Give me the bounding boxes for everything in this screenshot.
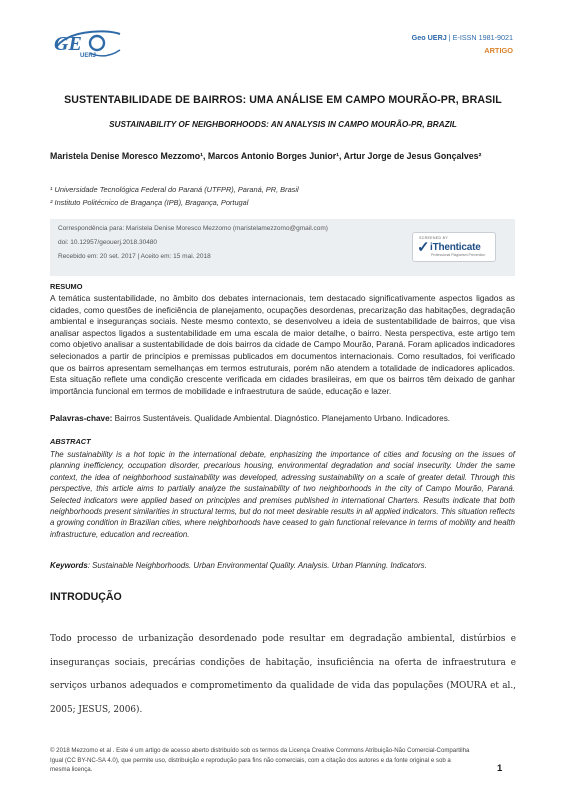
badge-screened-by: SCREENED BY [419,236,449,240]
keywords-list: : Sustainable Neighborhoods. Urban Environmental Quality. Analysis. Urban Planning. Indicators. [87,561,427,570]
keywords-label: Keywords [50,561,88,570]
palavras-chave-list: Bairros Sustentáveis. Qualidade Ambiental. Diagnóstico. Planejamento Urbano. Indicadores. [112,414,451,423]
svg-text:GE: GE [54,33,82,55]
page-number: 1 [497,763,503,774]
article-title: SUSTENTABILIDADE DE BAIRROS: UMA ANÁLISE EM CAMPO MOURÃO-PR, BRASIL [64,94,502,106]
article-info-text [58,222,328,264]
palavras-chave-label: Palavras-chave: [50,414,113,423]
svg-text:UERJ: UERJ [80,53,97,59]
journal-issn-line [412,31,513,44]
checkmark-icon: ✓ [417,239,430,256]
introducao-heading: INTRODUÇÃO [50,591,122,603]
resumo-heading: RESUMO [50,282,83,291]
palavras-chave [50,414,515,423]
license-footer: © 2018 Mezzomo et al . Este é um artigo de acesso aberto distribuído sob os termos da Licença Creative Commons Atribuição-Não Comercial-Compartilha Igual (CC BY-NC-SA 4.0), que permite uso, distribuição e reprodução para fins não comerciais, com a citação dos autores e da fonte original e sob a mesma licença. [50,747,470,774]
badge-brand: iThenticate [430,242,481,253]
badge-tagline: Professional Plagiarism Prevention [431,253,486,257]
correspondence: Correspondência para: Maristela Denise Moresco Mezzomo (maristelamezzomo@gmail.com) [58,225,328,232]
affiliation-2: ² Instituto Politécnico de Bragança (IPB), Bragança, Portugal [50,198,249,207]
author-list: Maristela Denise Moresco Mezzomo¹, Marcos Antonio Borges Junior¹, Artur Jorge de Jesus Gonçalves² [50,151,482,161]
resumo-text: A temática sustentabilidade, no âmbito dos debates internacionais, tem destacado significativamente aspectos ligados as cidades, como questões de ineficiência de planejamento, ocupações desordenas, precarização das habitações, degradação ambiental e inseguranças sociais. Neste mesmo contexto, se desenvolveu a ideia de sustentabilidade de bairros, que visa analisar aspectos ligados a sustentabilidade em uma escala de maior detalhe, o bairro. Nesta perspectiva, este artigo tem como objetivo analisar a sustentabilidade de dois bairros da cidade de Campo Mourão, Paraná. Foram aplicados indicadores selecionados a partir de princípios e premissas publicados em documentos internacionais. Como resultados, foi verificado que os bairros apresentam semelhanças em termos estruturais, porém não atendem a totalidade de indicadores aplicados. Esta situação reflete uma condição crescente verificada em cidades brasileiras, em que os bairros têm deixado de ganhar importância funcional em termos de mobilidade e infraestrutura de saúde, educação e lazer. [50,293,515,396]
ithenticate-badge [412,232,496,262]
received-accepted-dates: Recebido em: 20 set. 2017 | Aceito em: 15 mai. 2018 [58,253,211,260]
geo-uerj-logo [50,26,124,60]
abstract-text: The sustainability is a hot topic in the international debate, enphasizing the importance of cities and focusing on the issues of planning inefficiency, occupation disorder, precarious housing, environmental degradation and social insecurity. Under the same context, the idea of neighborhood sustainability was developed, adressing sustainability on a scale of greater detail. Through this perspective, this article aims to partially analyze the sustainability of two neighborhoods in the city of Campo Mourão, Paraná. Selected indicators were applied based on principles and premises published in international Charters. Results indicate that both neighborhoods present similarities in structural terms, but do not meet desirable results in all applied indicators. This situation reflects a growing condition in Brazilian cities, where neighborhoods have ceased to gain functional relevance in terms of mobility and health infrastructure, education and recreation. [50,450,515,539]
logo-graphic [50,26,124,60]
abstract-heading: ABSTRACT [50,437,91,446]
journal-issn: | E-ISSN 1981-9021 [446,33,513,42]
article-subtitle: SUSTAINABILITY OF NEIGHBORHOODS: AN ANALYSIS IN CAMPO MOURÃO-PR, BRAZIL [109,120,457,129]
introducao-paragraph: Todo processo de urbanização desordenado pode resultar em degradação ambiental, distúrbios e inseguranças sociais, precárias condições de habitação, insuficiência na oferta de infraestrutura e serviços urbanos adequados e comprometimento da qualidade de vida das populações (MOURA et al., 2005; JESUS, 2006). [50,634,516,715]
journal-header [412,31,513,57]
journal-name: Geo UERJ [411,33,447,42]
section-label: ARTIGO [484,46,513,55]
doi: doi: 10.12957/geouerj.2018.30480 [58,239,158,246]
affiliation-1: ¹ Universidade Tecnológica Federal do Paraná (UTFPR), Paraná, PR, Brasil [50,185,299,194]
affiliations [50,183,299,209]
keywords [50,561,515,570]
